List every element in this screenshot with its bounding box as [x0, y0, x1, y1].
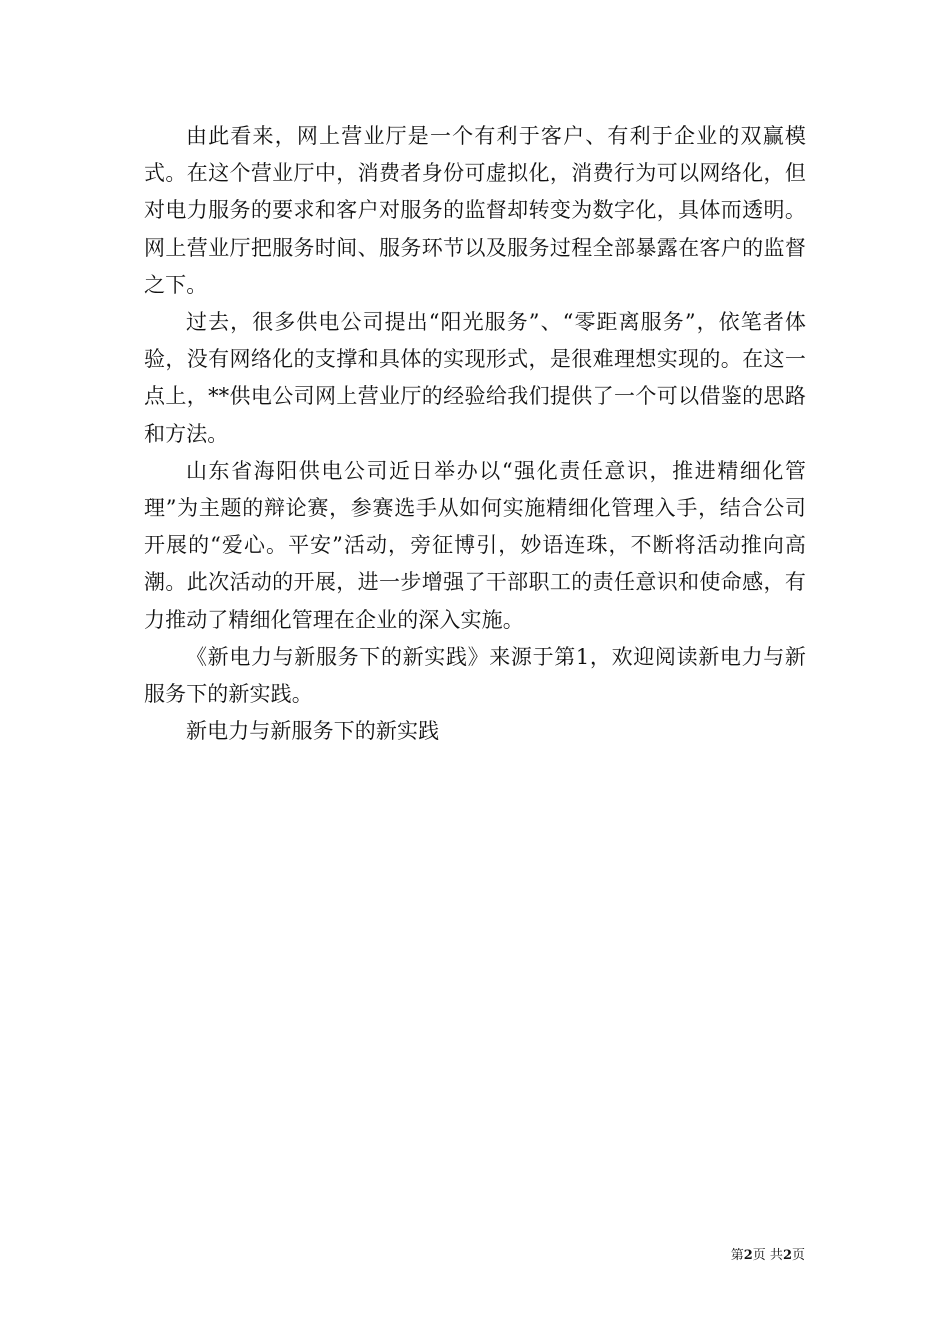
paragraph: 由此看来，网上营业厅是一个有利于客户、有利于企业的双赢模式。在这个营业厅中，消费者身份可虚拟化，消费行为可以网络化，但对电力服务的要求和客户对服务的监督却转变为数字化，具体而透明。网上营业厅把服务时间、服务环节以及服务过程全部暴露在客户的监督之下。: [144, 124, 806, 297]
footer-suffix: 页: [791, 1248, 805, 1263]
paragraph: 过去，很多供电公司提出“阳光服务”、“零距离服务”，依笔者体验，没有网络化的支撑和具体的实现形式，是很难理想实现的。在这一点上，**供电公司网上营业厅的经验给我们提供了一个可以借鉴的思路和方法。: [144, 310, 806, 446]
paragraph: 新电力与新服务下的新实践: [186, 719, 440, 744]
paragraph: 山东省海阳供电公司近日举办以“强化责任意识，推进精细化管理”为主题的辩论赛，参赛选手从如何实施精细化管理入手，结合公司开展的“爱心。平安”活动，旁征博引，妙语连珠，不断将活动推向高潮。此次活动的开展，进一步增强了干部职工的责任意识和使命感，有力推动了精细化管理在企业的深入实施。: [144, 458, 806, 632]
page-footer: [731, 1248, 805, 1264]
document-body: [144, 118, 806, 750]
paragraph: 《新电力与新服务下的新实践》来源于第1，欢迎阅读新电力与新服务下的新实践。: [144, 644, 806, 707]
footer-middle: 页 共: [752, 1248, 783, 1263]
footer-total-pages: 2: [782, 1248, 792, 1263]
footer-prefix: 第: [730, 1248, 744, 1263]
footer-current-page: 2: [743, 1248, 753, 1263]
